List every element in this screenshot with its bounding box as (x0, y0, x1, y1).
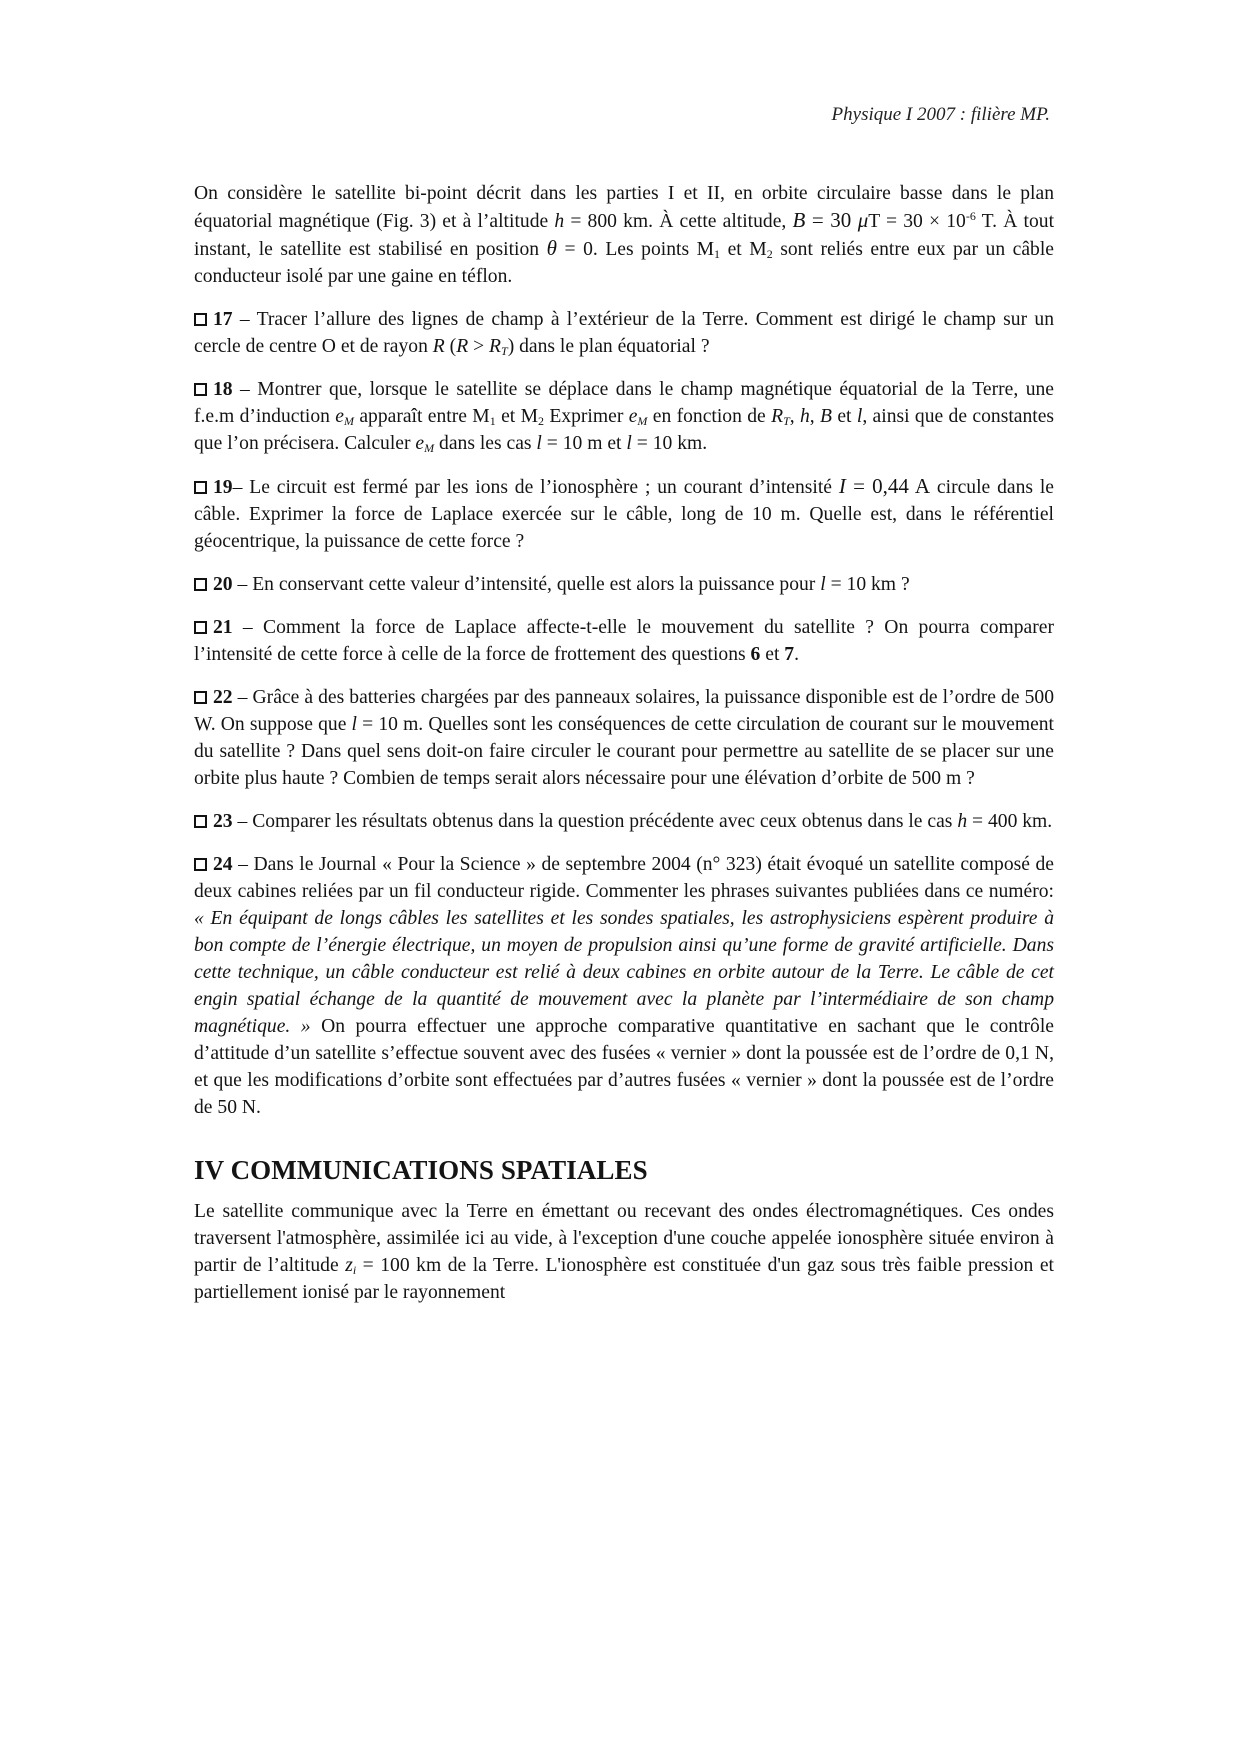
checkbox-icon (194, 621, 207, 634)
page-header: Physique I 2007 : filière MP. (831, 104, 1050, 125)
checkbox-icon (194, 858, 207, 871)
quoted-passage: « En équipant de longs câbles les satellites et les sondes spatiales, les astrophysiciens espèrent produire à bon compte de l’énergie électrique, un moyen de propulsion ainsi qu’une forme de gravité artificielle. Dans cette technique, un câble conducteur est relié à deux cabines en orbite autour de la Terre. Le câble de cet engin spatial échange de la quantité de mouvement avec la planète par l’intermédiaire de son champ magnétique. » (194, 908, 1054, 1037)
question-17: 17 – Tracer l’allure des lignes de champ à l’extérieur de la Terre. Comment est dirigé le champ sur un cercle de centre O et de rayon R $(R > R_T)$ dans le plan équatorial ? (194, 309, 1054, 358)
checkbox-icon (194, 691, 207, 704)
checkbox-icon (194, 383, 207, 396)
checkbox-icon (194, 313, 207, 326)
page-content (194, 180, 1054, 1322)
question-24: 24 – Dans le Journal « Pour la Science » de septembre 2004 (n° 323) était évoqué un satellite composé de deux cabines reliées par un fil conducteur rigide. Commenter les phrases suivantes publiées dans ce numéro: « En équipant de longs câbles les satellites et les sondes spatiales, les astrophysiciens espèrent produire à bon compte de l’énergie électrique, un moyen de propulsion ainsi qu’une forme de gravité artificielle. Dans cette technique, un câble conducteur est relié à deux cabines en orbite autour de la Terre. Le câble de cet engin spatial échange de la quantité de mouvement avec la planète par l’intermédiaire de son champ magnétique. » On pourra effectuer une approche comparative quantitative en sachant que le contrôle d’attitude d’un satellite s’effectue souvent avec des fusées « vernier » dont la poussée est de l’ordre de 0,1 N, et que les modifications d’orbite sont effectuées par d’autres fusées « vernier » dont la poussée est de l’ordre de 50 N. (194, 854, 1054, 1118)
question-20: 20 – En conservant cette valeur d’intensité, quelle est alors la puissance pour l = 10 km ? (194, 571, 1054, 598)
section-paragraph: Le satellite communique avec la Terre en émettant ou recevant des ondes électromagnétiques. Ces ondes traversent l'atmosphère, assimilée ici au vide, à l'exception d'une couche appelée ionosphère située environ à partir de l’altitude $z_i = 100$ km de la Terre. L'ionosphère est constituée d'un gaz sous très faible pression et partiellement ionisé par le rayonnement (194, 1201, 1054, 1303)
intro-paragraph: On considère le satellite bi-point décrit dans les parties I et II, en orbite circulaire basse dans le plan équatorial magnétique (Fig. 3) et à l’altitude h = 800 km. À cette altitude, B = 30 $\mu T = 30 \times 10^{-6}$ T. À tout instant, le satellite est stabilisé en position θ = 0. Les points $M_1$ et $M_2$ sont reliés entre eux par un câble conducteur isolé par une gaine en téflon. (194, 183, 1055, 287)
question-22: 22 – Grâce à des batteries chargées par des panneaux solaires, la puissance disponible est de l’ordre de 500 W. On suppose que l = 10 m. Quelles sont les conséquences de cette circulation de courant sur le mouvement du satellite ? Dans quel sens doit-on faire circuler le courant pour permettre au satellite de se placer sur une orbite plus haute ? Combien de temps serait alors nécessaire pour une élévation d’orbite de 500 m ? (194, 687, 1055, 789)
checkbox-icon (194, 815, 207, 828)
checkbox-icon (194, 481, 207, 494)
question-21: 21 – Comment la force de Laplace affecte-t-elle le mouvement du satellite ? On pourra comparer l’intensité de cette force à celle de la force de frottement des questions 6 et 7. (194, 617, 1054, 665)
checkbox-icon (194, 578, 207, 591)
question-23: 23 – Comparer les résultats obtenus dans la question précédente avec ceux obtenus dans le cas h = 400 km. (194, 808, 1054, 835)
section-heading: IV COMMUNICATIONS SPATIALES (194, 1155, 648, 1185)
question-18: 18 – Montrer que, lorsque le satellite se déplace dans le champ magnétique équatorial de la Terre, une f.e.m d’induction $e_M$ apparaît entre $M_1$ et $M_2$ Exprimer $e_M$ en fonction de $R_T$, h, B et l, ainsi que de constantes que l’on précisera. Calculer $e_M$ dans les cas l = 10 m et l = 10 km. (194, 379, 1055, 455)
question-19: 19– Le circuit est fermé par les ions de l’ionosphère ; un courant d’intensité I = 0,44 A circule dans le câble. Exprimer la force de Laplace exercée sur le câble, long de 10 m. Quelle est, dans le référentiel géocentrique, la puissance de cette force ? (194, 474, 1054, 552)
